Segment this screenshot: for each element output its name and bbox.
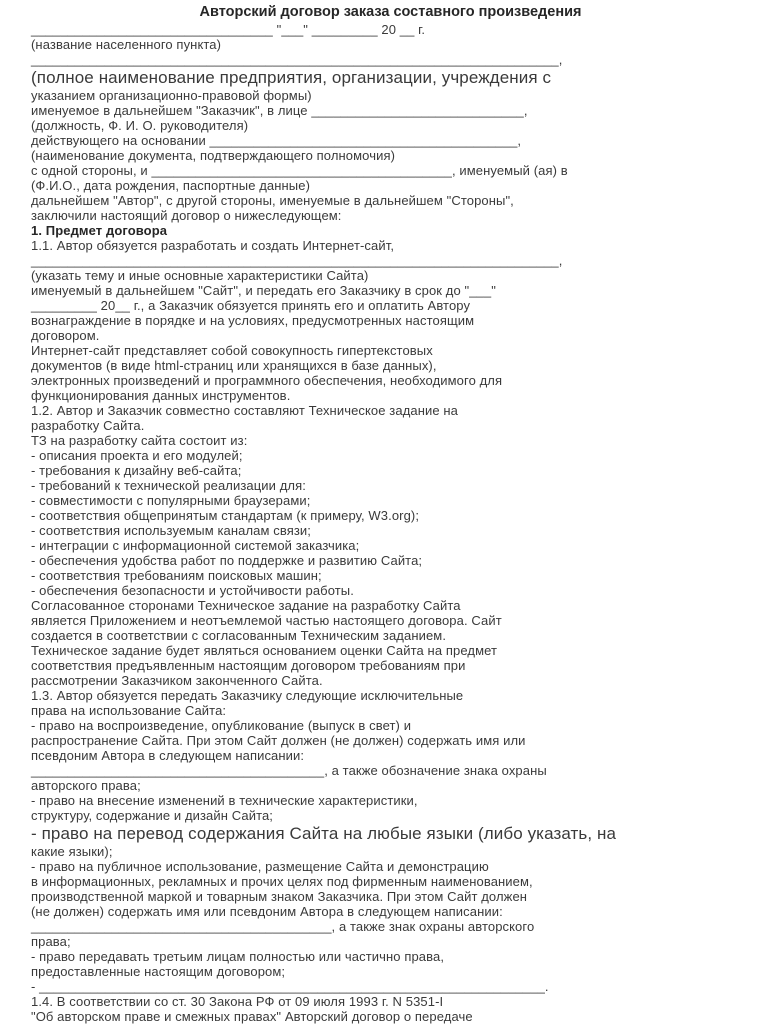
- document-line: Согласованное сторонами Техническое задание на разработку Сайта: [31, 598, 461, 613]
- document-title: Авторский договор заказа составного произведения: [199, 4, 582, 20]
- document-lines: [31, 22, 750, 1024]
- document-line: _________ 20__ г., а Заказчик обязуется принять его и оплатить Автору: [31, 298, 471, 313]
- document-line: авторского права;: [31, 778, 141, 793]
- document-line: - обеспечения безопасности и устойчивости работы.: [31, 583, 354, 598]
- document-line: дальнейшем "Автор", с другой стороны, именуемые в дальнейшем "Стороны",: [31, 193, 514, 208]
- document-line: (должность, Ф. И. О. руководителя): [31, 118, 249, 133]
- document-line: действующего на основании __________________________________________,: [31, 133, 522, 148]
- document-line: является Приложением и неотъемлемой частью настоящего договора. Сайт: [31, 613, 502, 628]
- document-line: - совместимости с популярными браузерами;: [31, 493, 311, 508]
- document-line: Техническое задание будет являться основанием оценки Сайта на предмет: [31, 643, 498, 658]
- document-line: ________________________________________________________________________,: [31, 253, 563, 268]
- document-line: _________________________________________, а также знак охраны авторского: [31, 919, 535, 934]
- document-line: (Ф.И.О., дата рождения, паспортные данные): [31, 178, 311, 193]
- document-line: - соответствия общепринятым стандартам (к примеру, W3.org);: [31, 508, 420, 523]
- document-line: какие языки);: [31, 844, 113, 859]
- document-line: права;: [31, 934, 71, 949]
- document-line: именуемый в дальнейшем "Сайт", и передать его Заказчику в срок до "___": [31, 283, 496, 298]
- document-line: Интернет-сайт представляет собой совокупность гипертекстовых: [31, 343, 433, 358]
- document-line: (указать тему и иные основные характеристики Сайта): [31, 268, 369, 283]
- document-line: - право на перевод содержания Сайта на любые языки (либо указать, на: [31, 824, 617, 843]
- document-line: - право на воспроизведение, опубликование (выпуск в свет) и: [31, 718, 412, 733]
- document-line: (не должен) содержать имя или псевдоним Автора в следующем написании:: [31, 904, 503, 919]
- document-line: - обеспечения удобства работ по поддержке и развитию Сайта;: [31, 553, 423, 568]
- document-line: производственной маркой и товарным знаком Заказчика. При этом Сайт должен: [31, 889, 528, 904]
- document-line: электронных произведений и программного обеспечения, необходимого для: [31, 373, 503, 388]
- document-line: _________________________________ "___" _________ 20 __ г.: [31, 22, 426, 37]
- document-line: документов (в виде html-страниц или хранящихся в базе данных),: [31, 358, 437, 373]
- document-line: - право на публичное использование, размещение Сайта и демонстрацию: [31, 859, 489, 874]
- document-line: вознаграждение в порядке и на условиях, предусмотренных настоящим: [31, 313, 475, 328]
- document-line: 1.3. Автор обязуется передать Заказчику следующие исключительные: [31, 688, 464, 703]
- document-line: заключили настоящий договор о нижеследующем:: [31, 208, 342, 223]
- document-line: - право на внесение изменений в технические характеристики,: [31, 793, 418, 808]
- document-line: с одной стороны, и _________________________________________, именуемый (ая) в: [31, 163, 568, 178]
- document-line: (название населенного пункта): [31, 37, 222, 52]
- document-line: - требований к технической реализации для:: [31, 478, 306, 493]
- document-line: (наименование документа, подтверждающего полномочия): [31, 148, 396, 163]
- document-line: - требования к дизайну веб-сайта;: [31, 463, 242, 478]
- document-line: 1.2. Автор и Заказчик совместно составляют Техническое задание на: [31, 403, 458, 418]
- document-line: права на использование Сайта:: [31, 703, 227, 718]
- document-line: именуемое в дальнейшем "Заказчик", в лице _____________________________,: [31, 103, 528, 118]
- document-line: "Об авторском праве и смежных правах" Авторский договор о передаче: [31, 1009, 473, 1024]
- document-line: структуру, содержание и дизайн Сайта;: [31, 808, 274, 823]
- document-line: предоставленные настоящим договором;: [31, 964, 286, 979]
- document-line: в информационных, рекламных и прочих целях под фирменным наименованием,: [31, 874, 533, 889]
- document-line: 1. Предмет договора: [31, 223, 168, 238]
- document-line: - интеграции с информационной системой заказчика;: [31, 538, 360, 553]
- document-line: договором.: [31, 328, 100, 343]
- document-line: ________________________________________________________________________,: [31, 52, 563, 67]
- document-line: соответствия предъявленным настоящим договором требованиям при: [31, 658, 466, 673]
- document-line: разработку Сайта.: [31, 418, 145, 433]
- document-line: - _____________________________________________________________________.: [31, 979, 549, 994]
- document-line: ________________________________________, а также обозначение знака охраны: [31, 763, 547, 778]
- document-line: рассмотрении Заказчиком законченного Сайта.: [31, 673, 323, 688]
- document-line: ТЗ на разработку сайта состоит из:: [31, 433, 248, 448]
- document-line: 1.1. Автор обязуется разработать и создать Интернет-сайт,: [31, 238, 395, 253]
- document-line: - описания проекта и его модулей;: [31, 448, 243, 463]
- document-line: распространение Сайта. При этом Сайт должен (не должен) содержать имя или: [31, 733, 526, 748]
- document-line: псевдоним Автора в следующем написании:: [31, 748, 305, 763]
- document-line: указанием организационно-правовой формы): [31, 88, 312, 103]
- document-line: - соответствия используемым каналам связи;: [31, 523, 311, 538]
- document-line: - соответствия требованиям поисковых машин;: [31, 568, 322, 583]
- document-line: создается в соответствии с согласованным Техническим заданием.: [31, 628, 447, 643]
- document-line: функционирования данных инструментов.: [31, 388, 291, 403]
- document-line: 1.4. В соответствии со ст. 30 Закона РФ от 09 июля 1993 г. N 5351-I: [31, 994, 444, 1009]
- document-line: - право передавать третьим лицам полностью или частично права,: [31, 949, 445, 964]
- document-line: (полное наименование предприятия, организации, учреждения с: [31, 68, 552, 87]
